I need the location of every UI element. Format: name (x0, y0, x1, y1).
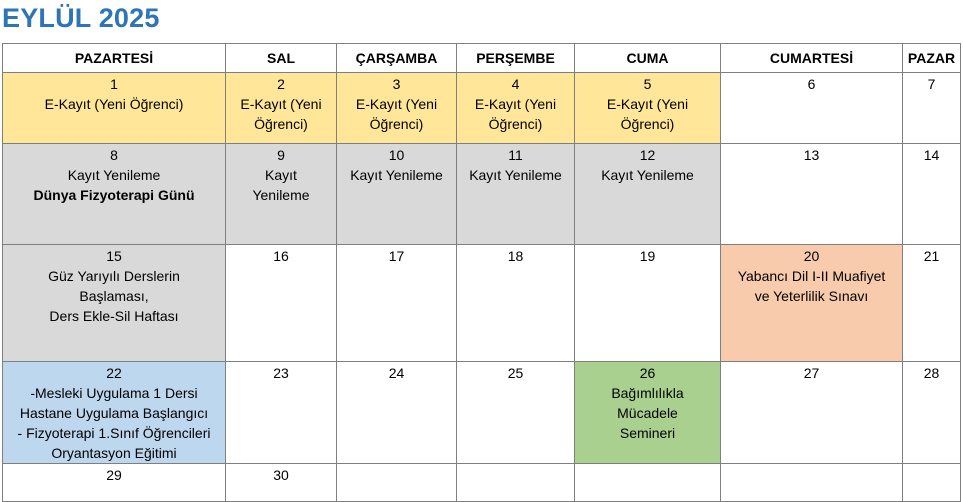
day-number: 6 (807, 76, 816, 92)
day-number: 1 (110, 76, 118, 92)
day-number: 28 (923, 365, 940, 381)
day-number: 23 (273, 365, 289, 381)
day-number: 10 (388, 147, 405, 163)
weekday-header: PERŞEMBE (457, 44, 575, 73)
day-number: 9 (277, 147, 285, 163)
day-cell (575, 73, 721, 144)
day-cell (226, 144, 337, 245)
day-cell (721, 464, 903, 502)
day-number: 25 (507, 365, 524, 381)
day-number: 3 (392, 76, 401, 92)
day-cell (903, 245, 961, 362)
day-number: 4 (511, 76, 520, 92)
day-cell (3, 362, 226, 464)
event-text: - Fizyoterapi 1.Sınıf Öğrencileri Oryantasyon Eğitimi (17, 425, 211, 461)
day-cell (226, 464, 337, 502)
day-cell (721, 362, 903, 464)
day-cell (3, 464, 226, 502)
event-text: E-Kayıt (Yeni Öğrenci) (606, 96, 689, 132)
week-row (3, 144, 961, 245)
day-cell (721, 144, 903, 245)
day-cell (575, 464, 721, 502)
day-cell (903, 464, 961, 502)
day-cell (226, 245, 337, 362)
day-number: 14 (923, 147, 940, 163)
day-number: 30 (273, 467, 289, 483)
day-number: 18 (507, 248, 524, 264)
event-text: E-Kayıt (Yeni Öğrenci) (44, 96, 184, 112)
day-number: 17 (388, 248, 405, 264)
event-text: Kayıt Yenileme (350, 167, 443, 183)
event-text: Kayıt Yenileme (252, 167, 310, 203)
page-title: EYLÜL 2025 (2, 3, 160, 33)
day-number: 7 (927, 76, 936, 92)
day-cell (3, 73, 226, 144)
day-cell (226, 362, 337, 464)
day-number: 13 (803, 147, 820, 163)
event-text: E-Kayıt (Yeni Öğrenci) (240, 96, 322, 132)
week-row (3, 73, 961, 144)
event-text: Güz Yarıyılı Derslerin Başlaması, (48, 268, 180, 304)
week-row (3, 362, 961, 464)
week-row (3, 245, 961, 362)
day-cell (575, 362, 721, 464)
day-cell (903, 362, 961, 464)
week-row (3, 464, 961, 502)
day-cell (575, 144, 721, 245)
weekday-header: SAL (226, 44, 337, 73)
day-cell (903, 73, 961, 144)
day-cell (3, 245, 226, 362)
day-cell (337, 144, 457, 245)
event-text: Kayıt Yenileme (67, 167, 161, 183)
event-text: Bağımlılıkla Mücadele Semineri (611, 385, 684, 441)
day-number: 11 (508, 147, 523, 163)
day-cell (457, 362, 575, 464)
day-cell (721, 245, 903, 362)
day-number: 5 (643, 76, 652, 92)
event-text: E-Kayıt (Yeni Öğrenci) (355, 96, 438, 132)
event-text: E-Kayıt (Yeni Öğrenci) (474, 96, 557, 132)
day-number: 21 (923, 248, 940, 264)
day-cell (337, 362, 457, 464)
day-number: 2 (277, 76, 285, 92)
weekday-header-row (3, 44, 961, 73)
day-number: 24 (388, 365, 405, 381)
day-number: 27 (803, 365, 820, 381)
day-cell (457, 245, 575, 362)
day-number: 12 (639, 147, 656, 163)
day-number: 19 (639, 248, 656, 264)
weekday-header: PAZARTESİ (3, 44, 226, 73)
event-text: -Mesleki Uygulama 1 Dersi Hastane Uygulama Başlangıcı (19, 385, 209, 421)
day-cell (337, 73, 457, 144)
event-text: Kayıt Yenileme (601, 167, 694, 183)
day-number: 8 (110, 147, 118, 163)
event-text: Ders Ekle-Sil Haftası (49, 308, 179, 324)
event-highlight: Dünya Fizyoterapi Günü (33, 187, 195, 203)
day-cell (226, 73, 337, 144)
weekday-header: CUMARTESİ (721, 44, 903, 73)
day-cell (337, 464, 457, 502)
day-cell (3, 144, 226, 245)
event-text: Kayıt Yenileme (469, 167, 562, 183)
day-cell (337, 245, 457, 362)
day-cell (721, 73, 903, 144)
day-number: 20 (803, 248, 820, 264)
weekday-header: CUMA (575, 44, 721, 73)
day-number: 26 (639, 365, 656, 381)
event-text: Yabancı Dil I-II Muafiyet ve Yeterlilik Sınavı (737, 268, 886, 304)
weekday-header: ÇARŞAMBA (337, 44, 457, 73)
day-cell (575, 245, 721, 362)
weekday-header: PAZAR (903, 44, 961, 73)
day-number: 16 (273, 248, 289, 264)
day-cell (457, 464, 575, 502)
day-cell (903, 144, 961, 245)
day-number: 22 (106, 365, 122, 381)
day-number: 15 (106, 248, 122, 264)
day-cell (457, 144, 575, 245)
day-cell (457, 73, 575, 144)
day-number: 29 (106, 467, 122, 483)
calendar-table (2, 43, 961, 502)
